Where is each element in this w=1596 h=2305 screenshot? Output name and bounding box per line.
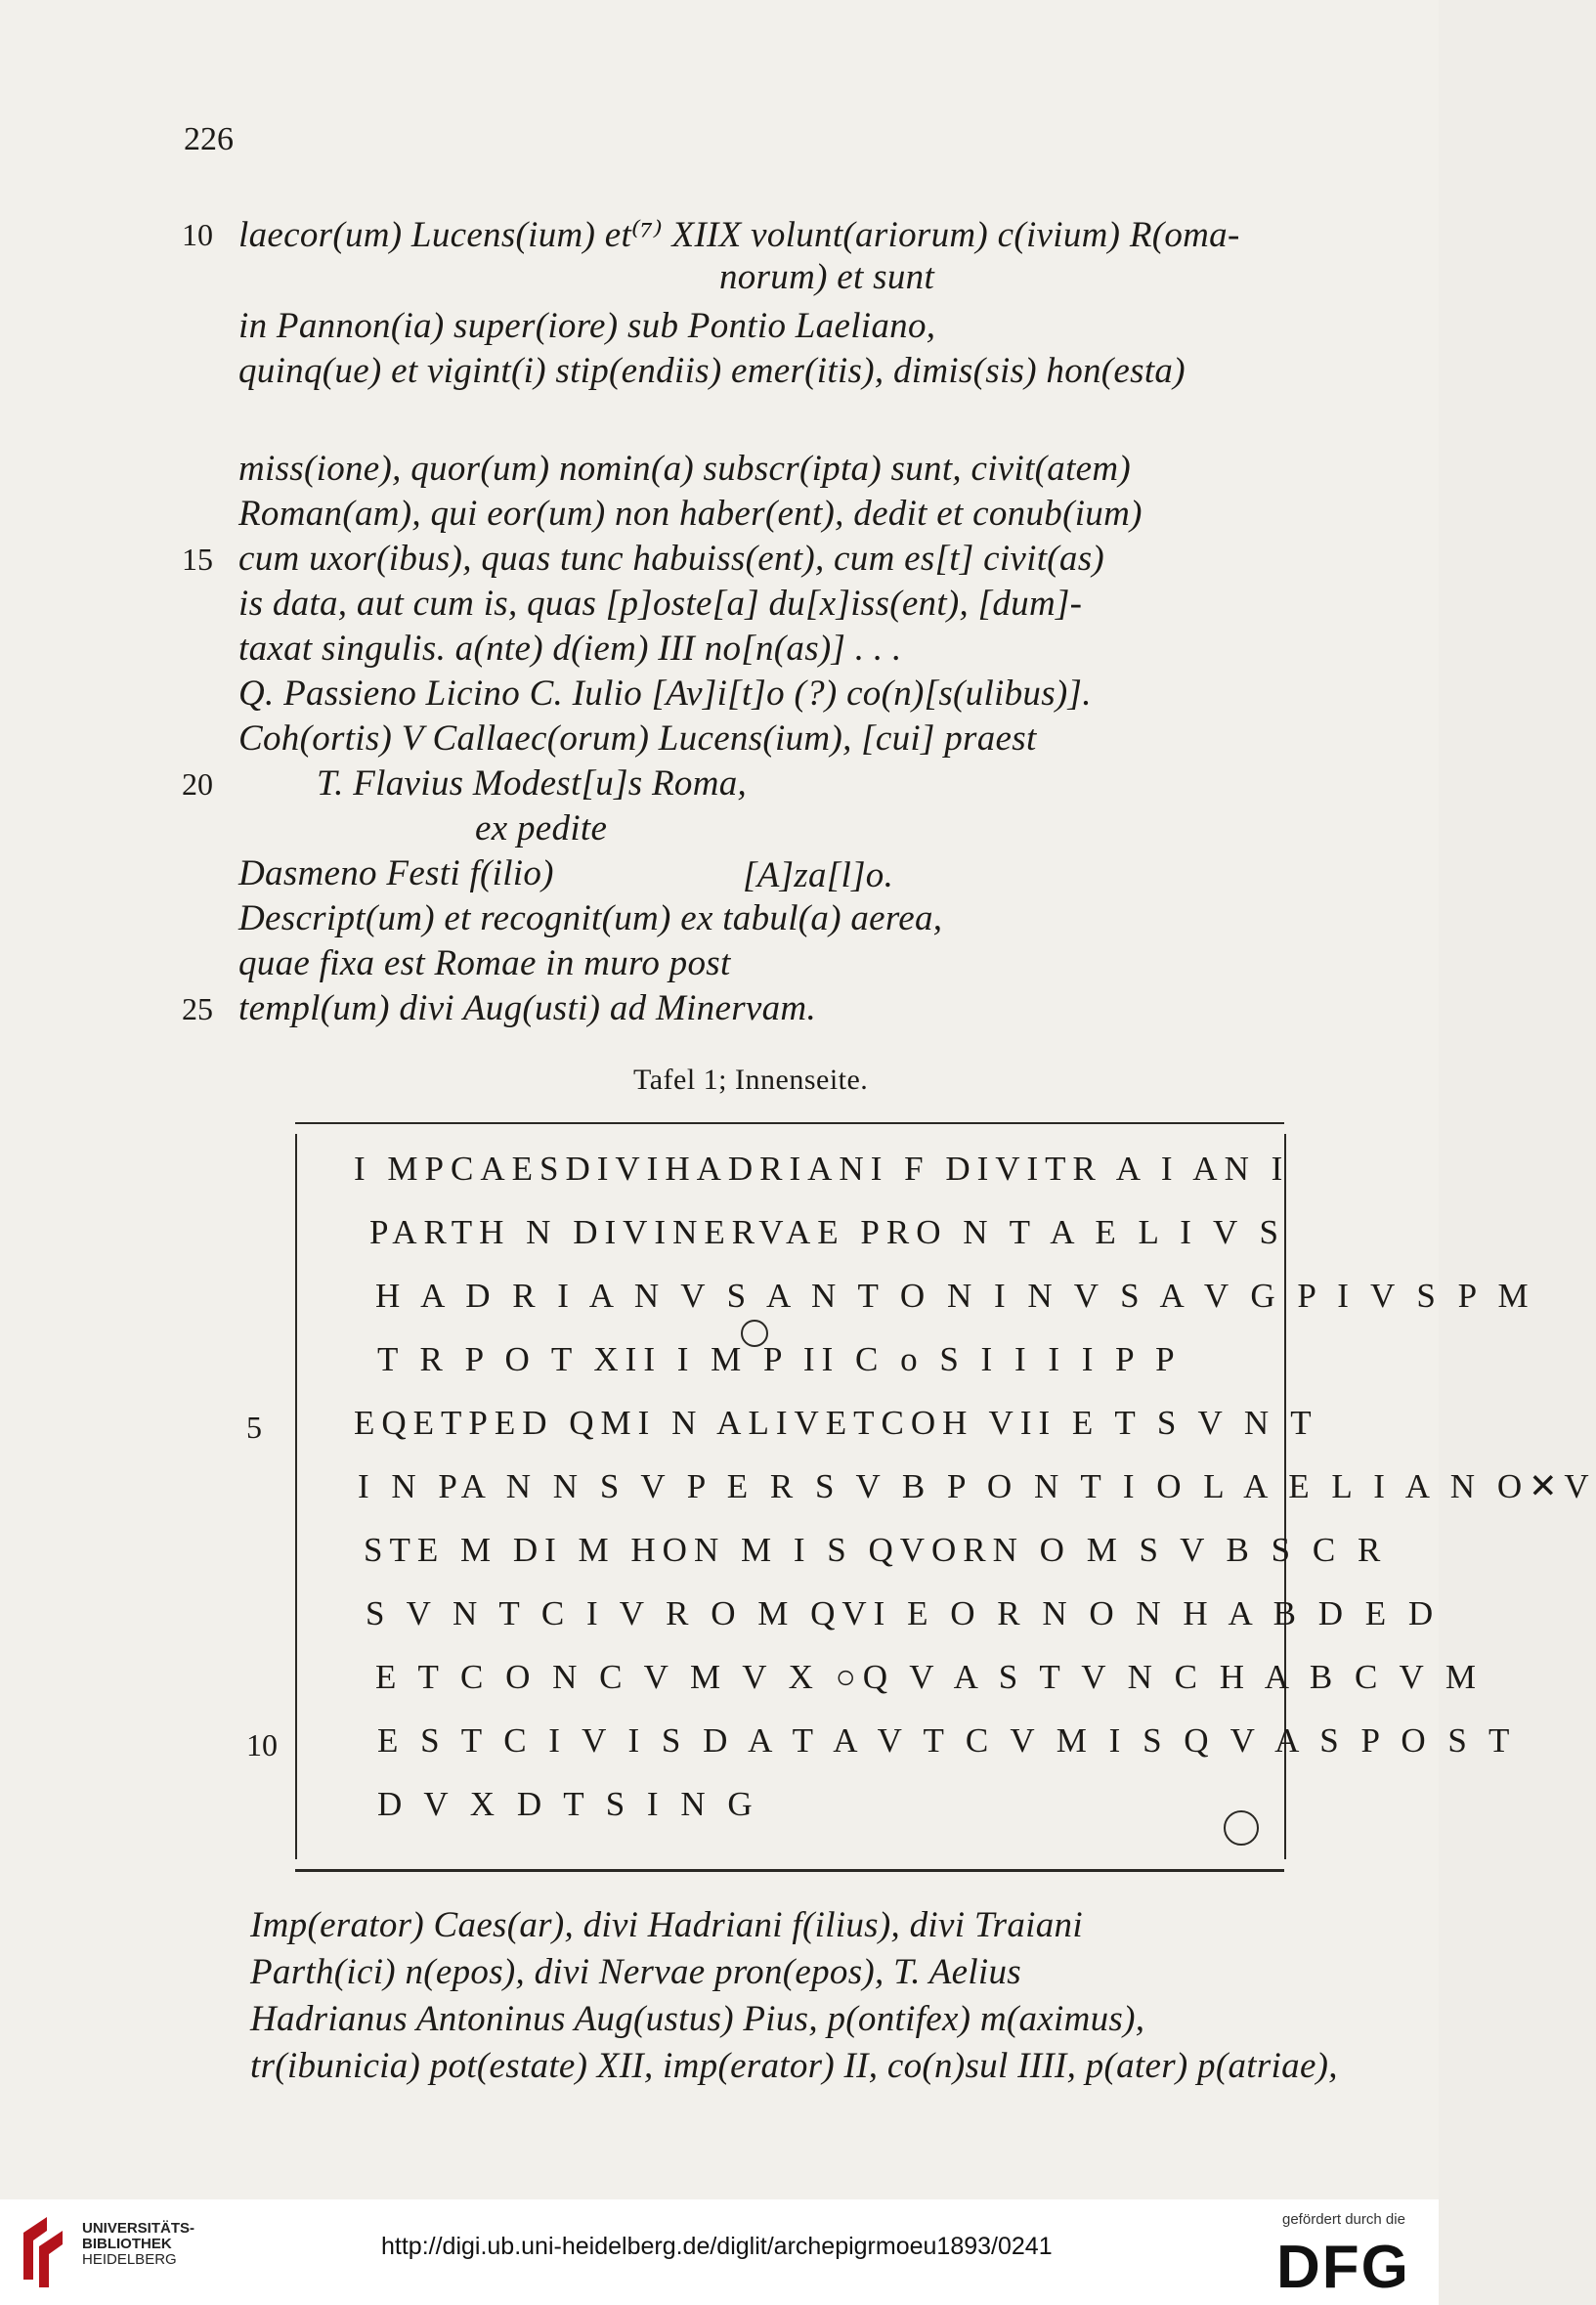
inscription-line: E S T C I V I S D A T A V T C V M I S Q V A S P O S T [377,1721,1517,1760]
transcription-line: Q. Passieno Licino C. Iulio [Av]i[t]o (?) co(n)[s(ulibus)]. [238,674,1092,714]
inscription-line: I MPCAESDIVIHADRIANI F DIVITR A I AN I [354,1150,1290,1188]
translation-line: Imp(erator) Caes(ar), divi Hadriani f(ilius), divi Traiani [250,1905,1083,1945]
transcription-line: taxat singulis. a(nte) d(iem) III no[n(as)] . . . [238,629,902,669]
inscription-line-number: 10 [246,1727,278,1762]
translation-line: Hadrianus Antoninus Aug(ustus) Pius, p(ontifex) m(aximus), [250,1999,1145,2039]
tablet-caption: Tafel 1; Innenseite. [633,1064,869,1096]
line-number: 20 [182,766,213,802]
inscription-line: STE M DI M HON M I S QVORN O M S V B S C R [364,1531,1388,1569]
line-number: 10 [182,217,213,252]
inscription-line: S V N T C I V R O M QVI E O R N O N H A B D E D [366,1594,1441,1632]
transcription-line: norum) et sunt [719,257,935,297]
university-library-logo-icon [18,2211,74,2293]
page-number: 226 [184,121,234,157]
inscription-line: PARTH N DIVINERVAE PRO N T A E L I V S [369,1213,1285,1251]
funding-note: gefördert durch die [1282,2211,1405,2228]
transcription-line: quinq(ue) et vigint(i) stip(endiis) emer(itis), dimis(sis) hon(esta) [238,351,1186,391]
transcription-line: templ(um) divi Aug(usti) ad Minervam. [238,988,816,1028]
transcription-line: ex pedite [475,808,608,848]
transcription-line: cum uxor(ibus), quas tunc habuiss(ent), cum es[t] civit(as) [238,539,1105,579]
inscription-line: H A D R I A N V S A N T O N I N V S A V G P I V S P M [375,1277,1535,1315]
rivet-hole-icon [1224,1810,1259,1846]
transcription-line: quae fixa est Romae in muro post [238,943,731,983]
inscription-line: E T C O N C V M V X ○Q V A S T V N C H A B C V M [375,1658,1483,1696]
transcription-line: miss(ione), quor(um) nomin(a) subscr(ipta) sunt, civit(atem) [238,449,1132,489]
inscription-line: EQETPED QMI N ALIVETCOH VII E T S V N T [354,1404,1318,1442]
transcription-line: Dasmeno Festi f(ilio) [238,853,554,893]
inscription-line-number: 5 [246,1410,262,1445]
line-number: 25 [182,991,213,1026]
inscription-line: D V X D T S I N G [377,1785,759,1823]
dfg-logo: DFG [1276,2234,1410,2301]
transcription-line: Coh(ortis) V Callaec(orum) Lucens(ium), [cui] praest [238,718,1037,759]
hole-mark-icon [741,1320,768,1347]
translation-line: Parth(ici) n(epos), divi Nervae pron(epos), T. Aelius [250,1952,1021,1992]
transcription-line: Roman(am), qui eor(um) non haber(ent), dedit et conub(ium) [238,494,1143,534]
library-name: UNIVERSITÄTS- BIBLIOTHEK HEIDELBERG [82,2220,195,2268]
inscription-line: T R P O T XII I M P II C o S I I I I P P [377,1340,1182,1378]
line-18-right: [A]za[l]o. [743,855,894,895]
transcription-line: laecor(um) Lucens(ium) et⁽⁷⁾ XIIX volunt(ariorum) c(ivium) R(oma- [238,215,1240,255]
transcription-line: T. Flavius Modest[u]s Roma, [317,763,748,804]
inscription-line: I N PA N N S V P E R S V B P O N T I O L A E L I A N O✕V [358,1467,1596,1505]
translation-line: tr(ibunicia) pot(estate) XII, imp(erator) II, co(n)sul IIII, p(ater) p(atriae), [250,2046,1338,2086]
line-number: 15 [182,542,213,577]
transcription-line: Descript(um) et recognit(um) ex tabul(a) aerea, [238,898,943,938]
transcription-line: is data, aut cum is, quas [p]oste[a] du[x]iss(ent), [dum]- [238,584,1083,624]
source-url-link[interactable]: http://digi.ub.uni-heidelberg.de/diglit/archepigrmoeu1893/0241 [381,2233,1053,2260]
transcription-line: in Pannon(ia) super(iore) sub Pontio Laeliano, [238,306,936,346]
